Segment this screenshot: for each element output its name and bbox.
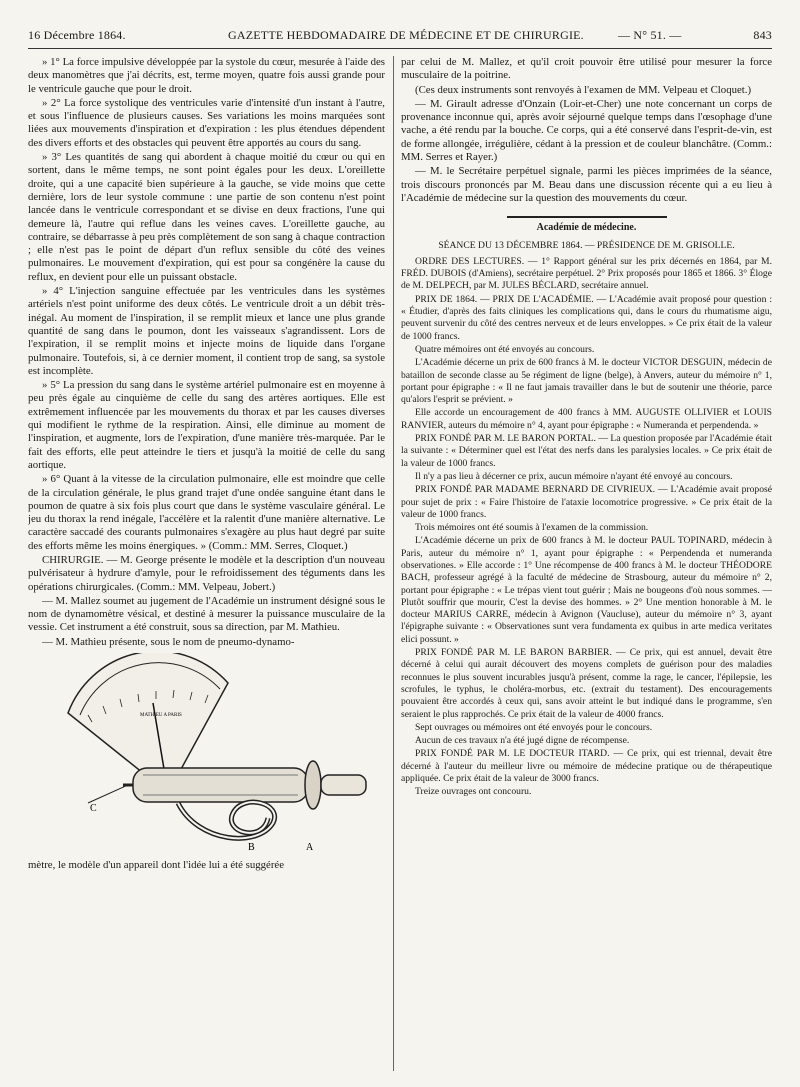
paragraph: L'Académie décerne un prix de 600 francs à M. le docteur PAUL TOPINARD, médecin à Paris, auteur du mémoire n° 1, ayant pour épigraphe : « Perpendenda et numeranda observationes. » Elle accorde : 1° Une récompense de 400 francs à M. le docteur THÉODORE BACH, professeur agrégé à la faculté de médecine de Strasbourg, auteur du mémoire n° 2, portant pour épigraphe : « Le trépas vient tout guérir ; Mais ne bougeons d'où nous sommes. — Plutôt souffrir que mourir, C'est la devise des hommes. » 2° Une mention honorable à M. le docteur MARIUS CARRE, médecin à Avignon (Vaucluse), auteur du mémoire n° 3, ayant l'épigraphe suivante : « Observationes sunt vera fundamenta ex quibus in arte medica veritates elici possunt. » xyxy=(401,535,772,645)
paragraph: par celui de M. Mallez, et qu'il croit pouvoir être utilisé pour mesurer la force musculaire de la poitrine. xyxy=(401,56,772,82)
left-column xyxy=(28,56,385,1076)
paragraph: » 6° Quant à la vitesse de la circulation pulmonaire, elle est moindre que celle de la circulation générale, le plus grand trajet d'une ondée sanguine étant dans le poumon de quatre à six fois plus court que dans le système vasculaire général. Le jeu du thorax la rend inégale, l'accélère et la ralentit d'une manière alternative. Le caractère saccadé des courants pulmonaires s'exagère au plus haut degré par suite des efforts même les moins énergiques. » (Comm.: MM. Serres, Cloquet.) xyxy=(28,473,385,552)
paragraph: L'Académie décerne un prix de 600 francs à M. le docteur VICTOR DESGUIN, médecin de bataillon de seconde classe au 5e régiment de ligne (belge), à Anvers, auteur du mémoire n° 1, portant pour épigraphe : « Il ne faut jamais travailler dans le but de soutenir une théorie, parce qu'alors l'esprit se prévient. » xyxy=(401,357,772,406)
header-page-number: 843 xyxy=(753,28,772,42)
paragraph: Trois mémoires ont été soumis à l'examen de la commission. xyxy=(415,522,649,534)
paragraph: Sept ouvrages ou mémoires ont été envoyés pour le concours. xyxy=(415,721,653,733)
header-rule xyxy=(28,48,772,49)
right-column xyxy=(401,56,772,1076)
page-header xyxy=(28,28,772,46)
paragraph: Il n'y a pas lieu à décerner ce prix, aucun mémoire n'ayant été envoyé au concours. xyxy=(415,470,733,482)
paragraph: ORDRE DES LECTURES. — 1° Rapport général sur les prix décernés en 1864, par M. FRÉD. DUBOIS (d'Amiens), secrétaire perpétuel. 2° Prix proposés pour 1865 et 1866. 3° Éloge de M. DELPECH, par M. JULES BÉCLARD, secrétaire annuel. xyxy=(401,255,772,292)
header-date: 16 Décembre 1864. xyxy=(28,28,126,42)
figure-label-b: B xyxy=(248,842,255,854)
paragraph: PRIX FONDÉ PAR M. LE BARON BARBIER. — Ce prix, qui est annuel, devait être décerné à celui qui aurait découvert des moyens complets de guérison pour des maladies reconnues le plus souvent incurables jusqu'à présent, comme la rage, le cancer, l'épilepsie, les scrofules, le typhus, le choléra-morbus, etc. (extrait du testament). Des encouragements pouvaient être accordés à ceux qui, sans avoir atteint le but indiqué dans le programme, s'en seraient le plus rapprochés. Ce prix était de la valeur de 4000 francs. xyxy=(401,647,772,720)
section-rule xyxy=(507,216,667,218)
paragraph: Treize ouvrages ont concouru. xyxy=(415,786,532,798)
paragraph: PRIX FONDÉ PAR MADAME BERNARD DE CIVRIEUX. — L'Académie avait proposé pour sujet de prix : « Faire l'histoire de l'ataxie locomotrice progressive. » Ce prix était de la valeur de 1000 francs. xyxy=(401,484,772,520)
section-title: Académie de médecine. xyxy=(536,222,637,234)
paragraph: Aucun de ces travaux n'a été jugé digne de récompense. xyxy=(415,735,630,747)
figure-label-c: C xyxy=(90,803,97,815)
paragraph: » 1° La force impulsive développée par la systole du cœur, mesurée à l'aide des deux manomètres que j'ai décrits, est, terme moyen, quatre fois aussi grande pour le ventricule gauche que pour le droit. xyxy=(28,56,385,95)
paragraph: » 5° La pression du sang dans le système artériel pulmonaire est en moyenne à peu près égale au cinquième de celle du sang des artères aortiques. Elle est extrêmement influencée par les mouvements du thorax et par les causes diverses qui modifient le rythme de la respiration. Ainsi, elle diminue au moment de l'inspiration, et augmente, lors de l'expiration, d'une manière très-marquée. Par le fait des efforts, elle peut atteindre le tiers et jusqu'à la moitié de celle du sang aortique. xyxy=(28,379,385,471)
paragraph: » 3° Les quantités de sang qui abordent à chaque moitié du cœur ou qui en sortent, dans le même temps, ne sont point égales pour les deux. L'oreillette droite, qui a une capacité bien supérieure à la gauche, se vide moins que cette dernière, lors de leur systole commune : une partie de son contenu n'est point lancée dans le ventricule correspondant et se divise en deux fractions, l'une qui demeure là, l'autre qui reflue dans les veines caves. L'oreillette gauche, au contraire, se débarrasse à peu près complètement de son sang à chaque contraction ; elle n'est pas le point de départ d'un reflux sensible du côté des veines pulmonaires. Le mouvement d'expiration, qui est pour sa congénère la cause du reflux, en devient pour elle un puissant obstacle. xyxy=(28,151,385,283)
paragraph: Elle accorde un encouragement de 400 francs à MM. AUGUSTE OLLIVIER et LOUIS RANVIER, auteurs du mémoire n° 4, ayant pour épigraphe : « Numeranda et perpendenda. » xyxy=(401,407,772,431)
dial-label: MATHIEU A PARIS xyxy=(140,713,182,719)
paragraph: PRIX DE 1864. — PRIX DE L'ACADÉMIE. — L'Académie avait proposé pour question : « Étudier, d'après des faits cliniques les complications qui, dans le cours du rhumatisme aigu, peuvent survenir du côté des centres nerveux et de leurs enveloppes. » Ce prix était de la valeur de 1000 francs. xyxy=(401,293,772,342)
paragraph: CHIRURGIE. — M. George présente le modèle et la description d'un nouveau pulvérisateur à hydrure d'amyle, pour le refroidissement des téguments dans les opérations chirurgicales. (Comm.: MM. Velpeau, Jobert.) xyxy=(28,553,385,593)
seance-line: SÉANCE DU 13 DÉCEMBRE 1864. — PRÉSIDENCE DE M. GRISOLLE. xyxy=(438,239,735,251)
paragraph: — M. le Secrétaire perpétuel signale, parmi les pièces imprimées de la séance, trois discours prononcés par M. Beau dans une discussion récente qui a eu lieu à l'Académie de médecine sur la question des mouvements du cœur. xyxy=(401,165,772,204)
paragraph: PRIX FONDÉ PAR M. LE BARON PORTAL. — La question proposée par l'Académie était la suivante : « Déterminer quel est l'état des nerfs dans les paralysies locales. » Ce prix était de la valeur de 1000 francs. xyxy=(401,433,772,469)
header-issue-number: — N° 51. — xyxy=(618,28,682,42)
paragraph: PRIX FONDÉ PAR M. LE DOCTEUR ITARD. — Ce prix, qui est triennal, devait être décerné à l'auteur du meilleur livre ou mémoire de médecine pratique ou de thérapeutique appliquée. Ce prix était de la valeur de 3000 francs. xyxy=(401,748,772,785)
paragraph: (Ces deux instruments sont renvoyés à l'examen de MM. Velpeau et Cloquet.) xyxy=(415,83,752,96)
instrument-illustration xyxy=(28,653,385,853)
paragraph: » 4° L'injection sanguine effectuée par les ventricules dans les systèmes artériels n'est point uniforme des deux côtés. Le ventricule droit a un débit très-inégal. Au moment de l'inspiration, il se remplit mieux et lance une plus grande quantité de sang dans le poumon, dont les vaisseaux s'agrandissent. Lors de l'expiration, il se remplit moins et injecte moins de liquide dans l'organe pulmonaire. Toutefois, si, à ce dernier moment, il contient trop de sang, sa systole est incomplète. xyxy=(28,285,385,377)
paragraph: — M. Girault adresse d'Onzain (Loir-et-Cher) une note concernant un corps de provenance inconnue qui, après avoir séjourné quelque temps dans l'œsophage d'une vache, a été rendu par la bouche. Ce corps, qui a été conservé dans l'esprit-de-vin, est de forme allongée, irrégulière, cédant à la pression et de couleur blanchâtre. (Comm.: MM. Serres et Rayer.) xyxy=(401,97,772,164)
paragraph: » 2° La force systolique des ventricules varie d'intensité d'un instant à l'autre, et sous l'influence de plusieurs causes. Ses variations les moins marquées sont liées aux mouvements d'inspiration et d'expiration : les plus étendues dépendent des divers efforts et des obstacles qui peuvent être apportés au cours du sang. xyxy=(28,96,385,149)
figure-caption: mètre, le modèle d'un appareil dont l'idée lui a été suggérée xyxy=(28,859,285,872)
paragraph: — M. Mathieu présente, sous le nom de pneumo-dynamo- xyxy=(42,635,295,648)
column-divider xyxy=(393,56,394,1071)
paragraph: — M. Mallez soumet au jugement de l'Académie un instrument désigné sous le nom de dynamomètre vésical, et destiné à mesurer la puissance musculaire de la vessie. Cet instrument a été construit, sous sa direction, par M. Mathieu. xyxy=(28,594,385,634)
paragraph: Quatre mémoires ont été envoyés au concours. xyxy=(415,343,595,355)
header-title: GAZETTE HEBDOMADAIRE DE MÉDECINE ET DE CHIRURGIE. xyxy=(228,28,584,42)
pneumo-dynamometre-figure xyxy=(28,653,385,853)
figure-label-a: A xyxy=(306,842,314,854)
syringe-body xyxy=(133,768,308,802)
